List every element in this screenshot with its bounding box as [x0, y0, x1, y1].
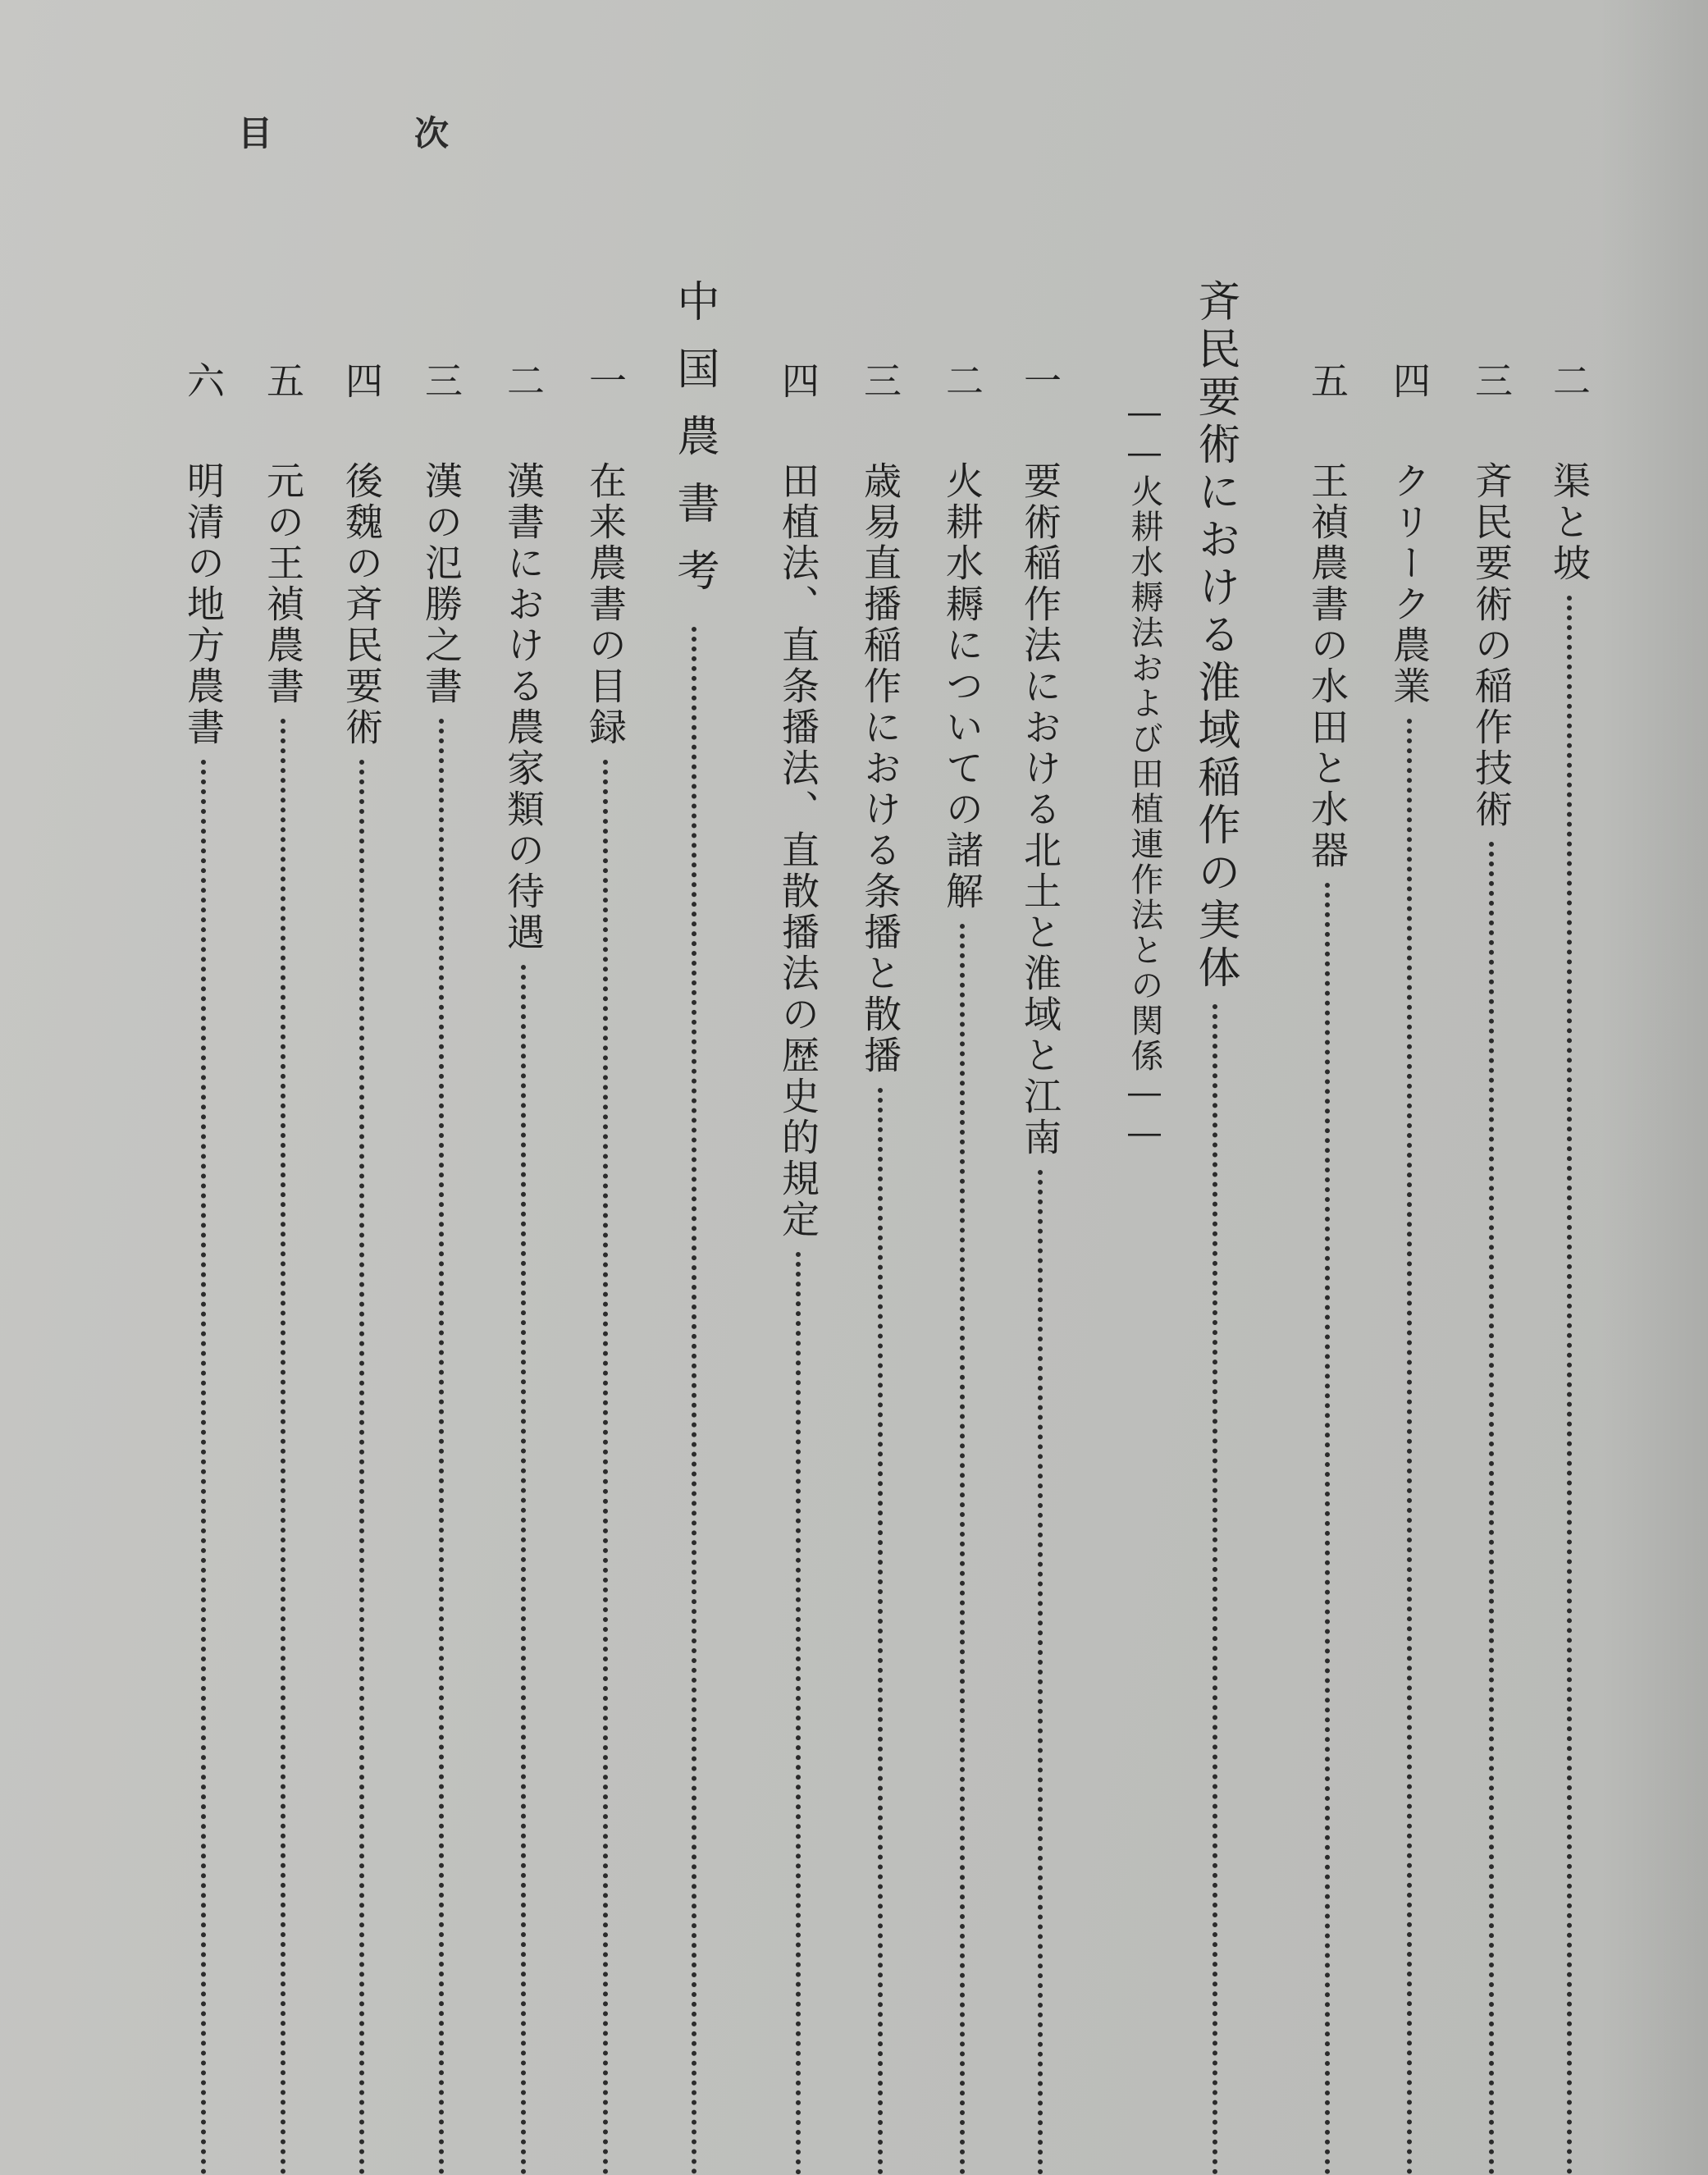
toc-leader-dots — [796, 1252, 801, 2175]
toc-entry-number: 四 — [340, 361, 384, 402]
toc-leader-dots — [1212, 1004, 1217, 2175]
toc-entry-number: 四 — [1387, 361, 1432, 402]
toc-entry[interactable] — [776, 361, 820, 2175]
toc-chapter[interactable] — [669, 279, 719, 2175]
toc-entry[interactable] — [1469, 361, 1514, 2175]
toc-entry[interactable] — [940, 361, 984, 2175]
toc-entry[interactable] — [1305, 361, 1350, 2175]
toc-chapter-title: 斉民要術における淮域稲作の実体 — [1190, 279, 1240, 993]
toc-entry-number: 三 — [858, 361, 902, 402]
toc-leader-dots — [1489, 842, 1494, 2175]
toc-entry-number: 三 — [1469, 361, 1514, 402]
toc-leader-dots — [1038, 1170, 1043, 2175]
toc-chapter-title: 中国農書考 — [669, 279, 719, 615]
toc-leader-dots — [1407, 719, 1412, 2175]
toc-leader-dots — [603, 760, 608, 2175]
toc-leader-dots — [1567, 596, 1572, 2175]
toc-entry[interactable] — [419, 361, 464, 2175]
toc-entry-number: 二 — [501, 361, 546, 402]
toc-entry-number: 一 — [583, 361, 628, 402]
toc-entry[interactable] — [1018, 361, 1062, 2175]
toc-entry[interactable] — [1387, 361, 1432, 2175]
toc-entry-number: 一 — [1018, 361, 1062, 402]
toc-entry-title: 歳易直播稲作における条播と散播 — [858, 461, 902, 1076]
toc-leader-dots — [960, 924, 965, 2175]
toc-leader-dots — [692, 627, 696, 2175]
page-gutter-shadow — [1600, 0, 1708, 2175]
toc-entry-number: 四 — [776, 361, 820, 402]
toc-entry-title: 漢の氾勝之書 — [419, 461, 464, 707]
toc-entry[interactable] — [261, 361, 305, 2175]
toc-entry-title: 田植法、直条播法、直散播法の歴史的規定 — [776, 461, 820, 1241]
toc-leader-dots — [201, 760, 206, 2175]
toc-entry-title: 火耕水耨についての諸解 — [940, 461, 984, 912]
toc-entry[interactable] — [1547, 361, 1592, 2175]
toc-entry-title: 要術稲作法における北土と淮域と江南 — [1018, 461, 1062, 1158]
header-left: 目 — [238, 113, 273, 153]
toc-entry-number: 二 — [1547, 361, 1592, 402]
toc-entry-number: 五 — [1305, 361, 1350, 402]
toc-entry-title: 後魏の斉民要術 — [340, 461, 384, 748]
toc-entry[interactable] — [858, 361, 902, 2175]
toc-leader-dots — [521, 965, 526, 2175]
toc-entry-title: クリーク農業 — [1387, 461, 1432, 707]
toc-entry[interactable] — [340, 361, 384, 2175]
toc-entry-title: 王禎農書の水田と水器 — [1305, 461, 1350, 871]
toc-chapter[interactable] — [1190, 279, 1240, 2175]
toc-leader-dots — [878, 1088, 883, 2175]
toc-chapter-subtitle — [1128, 394, 1161, 1154]
toc-entry-title: 在来農書の目録 — [583, 461, 628, 748]
toc-entry[interactable] — [501, 361, 546, 2175]
toc-entry[interactable] — [181, 361, 226, 2175]
toc-entry-number: 五 — [261, 361, 305, 402]
toc-leader-dots — [1325, 883, 1330, 2175]
toc-entry-title: 明清の地方農書 — [181, 461, 226, 748]
toc-entry[interactable] — [583, 361, 628, 2175]
toc-entry-number: 三 — [419, 361, 464, 402]
toc-entry-title: 漢書における農家類の待遇 — [501, 461, 546, 953]
toc-entry-title: 元の王禎農書 — [261, 461, 305, 707]
toc-leader-dots — [439, 719, 444, 2175]
toc-entry-title: 渠と坡 — [1547, 461, 1592, 584]
toc-entry-title: 斉民要術の稲作技術 — [1469, 461, 1514, 830]
toc-leader-dots — [281, 719, 285, 2175]
toc-entry-number: 六 — [181, 361, 226, 402]
toc-leader-dots — [359, 760, 364, 2175]
header-right: 次 — [414, 113, 450, 153]
toc-chapter-subtitle-text: ――火耕水耨法および田植連作法との関係―― — [1126, 394, 1163, 1154]
toc-entry-number: 二 — [940, 361, 984, 402]
